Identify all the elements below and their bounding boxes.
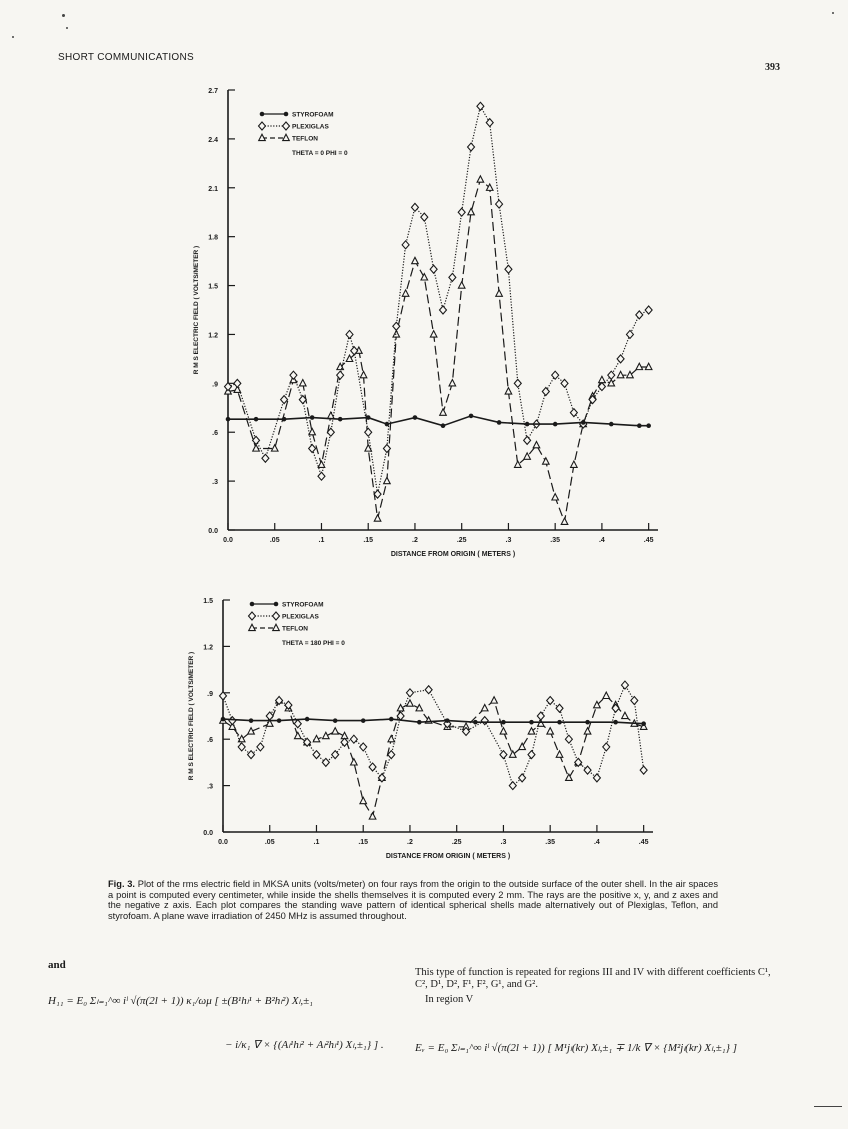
data-point (537, 712, 544, 720)
x-tick-label: .45 (643, 537, 654, 544)
data-point (552, 371, 559, 379)
data-point (266, 712, 273, 720)
data-point (273, 624, 280, 630)
legend-label: TEFLON (282, 625, 308, 633)
data-point (496, 290, 503, 296)
data-point (257, 743, 264, 751)
data-point (333, 718, 338, 723)
data-point (581, 420, 586, 425)
chart-annotation: THETA = 0 PHI = 0 (292, 150, 348, 157)
legend-item-teflon (259, 134, 319, 142)
data-point (477, 176, 484, 182)
data-point (481, 704, 488, 710)
data-point (542, 387, 549, 395)
figure-caption-label: Fig. 3. (108, 879, 136, 889)
equation-hii-line1: H₁₁ = E₀ Σₗ₌₁^∞ iˡ √(π(2l + 1)) κ₁/ωμ [ ±(B¹hₗ¹ + B²hₗ²) Xₗ,±₁ (48, 995, 313, 1007)
data-point (259, 134, 266, 140)
y-tick-label: 1.5 (208, 283, 218, 291)
data-point (645, 306, 652, 314)
y-tick-label: 1.8 (208, 234, 218, 242)
data-point (617, 371, 624, 377)
data-point (585, 720, 590, 725)
x-tick-label: .15 (358, 839, 369, 846)
data-point (641, 721, 646, 726)
data-point (318, 461, 325, 467)
data-point (636, 311, 643, 319)
y-tick-label: .6 (207, 737, 213, 745)
and-word: and (48, 959, 66, 971)
data-point (553, 422, 558, 427)
x-axis-title: DISTANCE FROM ORIGIN ( METERS ) (390, 551, 516, 558)
legend-label: STYROFOAM (292, 111, 334, 119)
data-point (274, 602, 279, 607)
data-point (389, 717, 394, 722)
data-point (609, 422, 614, 427)
data-point (481, 717, 488, 725)
data-point (469, 414, 474, 419)
data-point (547, 728, 554, 734)
data-point (360, 371, 367, 377)
data-point (556, 751, 563, 757)
data-point (412, 257, 419, 263)
legend-label: PLEXIGLAS (292, 123, 329, 131)
x-tick-label: .1 (313, 839, 320, 846)
data-point (346, 330, 353, 338)
data-point (441, 423, 446, 428)
data-point (360, 743, 367, 751)
data-point (449, 380, 456, 386)
data-point (365, 428, 372, 436)
data-point (284, 112, 289, 117)
data-point (631, 697, 638, 705)
data-point (599, 376, 606, 382)
data-point (366, 415, 371, 420)
data-point (626, 330, 633, 338)
data-point (332, 728, 339, 734)
data-point (561, 379, 568, 387)
x-tick-label: .4 (593, 839, 600, 846)
running-head: SHORT COMMUNICATIONS (58, 52, 195, 63)
chart-theta-180 (150, 588, 650, 873)
x-tick-label: .05 (264, 839, 275, 846)
data-point (271, 445, 278, 451)
data-point (260, 112, 265, 117)
chart-theta-0-svg (150, 82, 654, 562)
data-point (309, 445, 316, 453)
data-point (445, 718, 450, 723)
series-plexiglas (220, 681, 648, 790)
y-tick-label: 2.4 (208, 136, 218, 144)
region-v-label: In region V (425, 994, 474, 1005)
data-point (285, 701, 292, 709)
y-tick-label: 2.1 (208, 185, 218, 193)
data-point (637, 423, 642, 428)
right-paragraph: This type of function is repeated for regions III and IV with different coefficients C¹, C², D¹, D², F¹, F², G¹, and G². (415, 967, 771, 990)
data-point (565, 735, 572, 743)
data-point (294, 732, 301, 738)
data-point (509, 782, 516, 790)
data-point (468, 143, 475, 151)
data-point (350, 735, 357, 743)
x-tick-label: 0.0 (223, 537, 233, 544)
y-tick-label: 1.2 (203, 644, 213, 652)
data-point (346, 355, 353, 361)
data-point (505, 388, 512, 394)
data-point (514, 379, 521, 387)
x-axis-title: DISTANCE FROM ORIGIN ( METERS ) (385, 853, 511, 860)
data-point (491, 697, 498, 703)
series-line (228, 106, 649, 494)
legend-item-styrofoam (250, 602, 324, 609)
data-point (440, 306, 447, 314)
data-point (571, 461, 578, 467)
data-point (411, 203, 418, 211)
equation-ev: Eᵥ = E₀ Σₗ₌₁^∞ iˡ √(π(2l + 1)) [ M¹jₗ(kr) Xₗ,±₁ ∓ 1/k ∇ × {M²jₗ(kr) Xₗ,±₁} ] (415, 1042, 737, 1054)
data-point (421, 213, 428, 221)
data-point (310, 415, 315, 420)
data-point (407, 700, 414, 706)
data-point (525, 422, 530, 427)
data-point (500, 728, 507, 734)
x-tick-label: .15 (363, 537, 374, 544)
data-point (273, 612, 280, 620)
data-point (253, 436, 260, 444)
data-point (384, 477, 391, 483)
series-styrofoam (226, 414, 651, 428)
y-tick-label: .9 (207, 690, 213, 698)
data-point (430, 265, 437, 273)
data-point (374, 515, 381, 521)
data-point (528, 751, 535, 759)
data-point (528, 728, 535, 734)
data-point (621, 681, 628, 689)
equation-hii-line2: − i/κ₁ ∇ × {(Aₗ¹hₗ² + Aₗ²hₗ¹) Xₗ,±₁} ] . (225, 1039, 384, 1051)
y-axis-title: R M S ELECTRIC FIELD ( VOLTS/METER ) (193, 245, 200, 375)
y-tick-label: 0.0 (203, 830, 213, 837)
data-point (603, 743, 610, 751)
x-tick-label: .05 (269, 537, 280, 544)
data-point (299, 380, 306, 386)
data-point (226, 417, 231, 422)
figure-caption (108, 879, 718, 921)
series-plexiglas (225, 102, 653, 498)
y-tick-label: .3 (212, 479, 218, 487)
data-point (234, 379, 241, 387)
y-axis-title: R M S ELECTRIC FIELD ( VOLTS/METER ) (188, 651, 195, 781)
data-point (406, 689, 413, 697)
y-tick-label: .9 (212, 381, 218, 389)
data-point (524, 436, 531, 444)
scan-speck (66, 27, 68, 29)
data-point (254, 417, 259, 422)
x-tick-label: .45 (638, 839, 649, 846)
data-point (593, 774, 600, 782)
y-tick-label: 0.0 (208, 528, 218, 535)
data-point (369, 763, 376, 771)
legend-label: PLEXIGLAS (282, 613, 319, 621)
data-point (603, 692, 610, 698)
data-point (458, 282, 465, 288)
y-tick-label: 1.5 (203, 598, 213, 605)
legend-item-plexiglas (249, 612, 320, 621)
scan-speck (12, 36, 14, 38)
series-line (228, 180, 649, 522)
legend-label: STYROFOAM (282, 601, 324, 609)
x-tick-label: .2 (407, 839, 413, 846)
x-tick-label: .3 (500, 839, 507, 846)
data-point (262, 454, 269, 462)
data-point (557, 720, 562, 725)
data-point (501, 720, 506, 725)
legend-item-teflon (249, 624, 309, 632)
data-point (613, 720, 618, 725)
x-tick-label: .2 (412, 537, 418, 544)
series-line (223, 719, 644, 724)
legend-label: TEFLON (292, 135, 318, 143)
series-line (223, 696, 644, 817)
data-point (221, 717, 226, 722)
data-point (533, 441, 540, 447)
figure-caption-text: Plot of the rms electric field in MKSA units (volts/meter) on four rays from the origin to the outside surface of the outer shell. In the air spaces a point is computed every centimeter, while inside the shells themselves it is computed every 2 mm. The rays are the positive x, y, and z axes and the negative z axis. Each plot compares the standing wave pattern of identical spherical shells made alternatively out of Plexiglas, Teflon, and styrofoam. A plane wave irradiation of 2450 MHz is assumed throughout. (108, 879, 718, 921)
data-point (290, 371, 297, 379)
data-point (413, 415, 418, 420)
data-point (468, 208, 475, 214)
data-point (402, 290, 409, 296)
chart-annotation: THETA = 180 PHI = 0 (282, 640, 345, 647)
scan-speck (62, 14, 65, 17)
data-point (369, 813, 376, 819)
chart-theta-180-svg (150, 588, 650, 868)
data-point (500, 751, 507, 759)
x-tick-label: .25 (451, 839, 462, 846)
x-tick-label: .25 (456, 537, 467, 544)
data-point (496, 200, 503, 208)
data-point (351, 759, 358, 765)
data-point (282, 417, 287, 422)
y-tick-label: .6 (212, 430, 218, 438)
data-point (640, 766, 647, 774)
data-point (402, 241, 409, 249)
data-point (360, 797, 367, 803)
scan-speck (832, 12, 834, 14)
scan-mark (814, 1106, 842, 1107)
x-tick-label: .35 (545, 839, 556, 846)
data-point (473, 720, 478, 725)
data-point (249, 718, 254, 723)
x-tick-label: .1 (318, 537, 325, 544)
y-tick-label: 1.2 (208, 332, 218, 340)
x-tick-label: .3 (505, 537, 512, 544)
data-point (440, 409, 447, 415)
data-point (281, 396, 288, 404)
data-point (338, 417, 343, 422)
data-point (556, 704, 563, 712)
data-point (249, 612, 256, 620)
data-point (477, 102, 484, 110)
data-point (552, 494, 559, 500)
data-point (397, 712, 404, 720)
data-point (584, 728, 591, 734)
data-point (514, 461, 521, 467)
data-point (417, 720, 422, 725)
series-styrofoam (221, 717, 646, 726)
chart-theta-0 (150, 82, 654, 567)
data-point (425, 686, 432, 694)
data-point (238, 743, 245, 751)
data-point (497, 420, 502, 425)
data-point (283, 134, 290, 140)
data-point (486, 184, 493, 190)
data-point (259, 122, 266, 130)
y-tick-label: .3 (207, 783, 213, 791)
data-point (318, 472, 325, 480)
data-point (385, 422, 390, 427)
data-point (277, 718, 282, 723)
data-point (250, 602, 255, 607)
data-point (313, 751, 320, 759)
x-tick-label: .35 (550, 537, 561, 544)
data-point (505, 265, 512, 273)
series-line (223, 685, 644, 786)
data-point (627, 371, 634, 377)
legend-item-plexiglas (259, 122, 330, 131)
x-tick-label: 0.0 (218, 839, 228, 846)
data-point (458, 208, 465, 216)
data-point (449, 273, 456, 281)
data-point (529, 720, 534, 725)
legend-item-styrofoam (260, 112, 334, 119)
data-point (388, 735, 395, 741)
data-point (622, 712, 629, 718)
data-point (294, 720, 301, 728)
series-teflon (225, 176, 652, 525)
data-point (305, 717, 310, 722)
y-tick-label: 2.7 (208, 88, 218, 95)
data-point (547, 697, 554, 705)
data-point (646, 423, 651, 428)
data-point (561, 518, 568, 524)
data-point (361, 718, 366, 723)
data-point (229, 717, 236, 725)
data-point (509, 751, 516, 757)
page-number: 393 (765, 62, 780, 73)
data-point (486, 119, 493, 127)
data-point (283, 122, 290, 130)
data-point (322, 758, 329, 766)
data-point (617, 355, 624, 363)
x-tick-label: .4 (598, 537, 605, 544)
series-teflon (220, 692, 647, 819)
data-point (430, 331, 437, 337)
